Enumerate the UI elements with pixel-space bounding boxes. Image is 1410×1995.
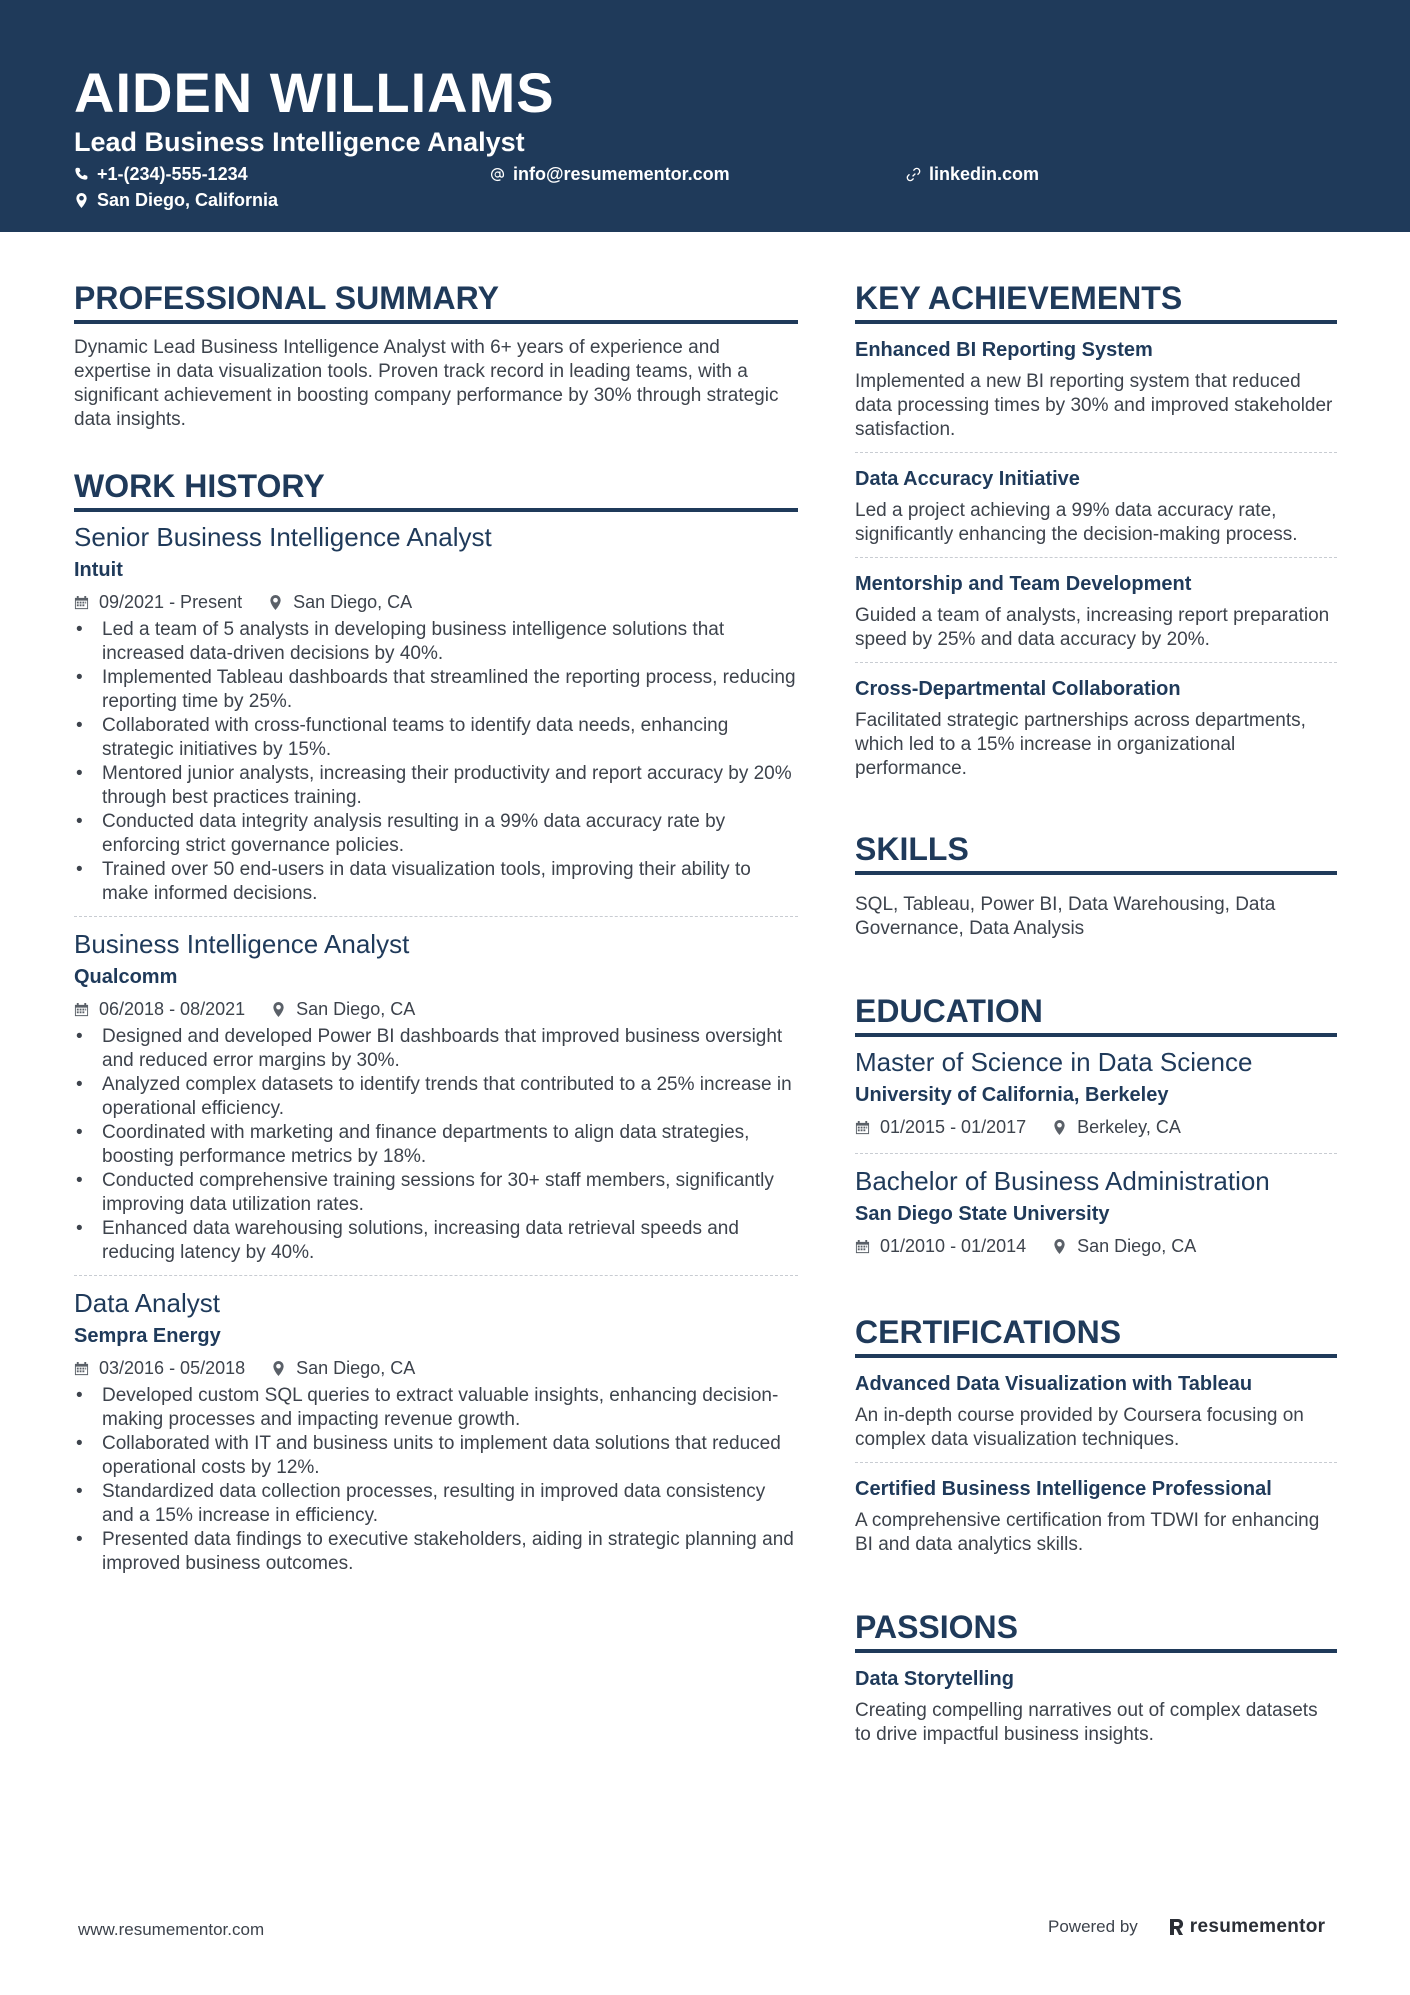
job-location: San Diego, CA [296, 1358, 416, 1378]
list-item: • Enhanced data warehousing solutions, increasing data retrieval speeds and reducing latency by 40%. [74, 1217, 798, 1265]
achievement-title: Cross-Departmental Collaboration [855, 678, 1181, 700]
link-icon [906, 167, 921, 182]
left-column [74, 278, 798, 1622]
passion-item [855, 1665, 1337, 1757]
job-entry [74, 927, 798, 1276]
passion-title: Data Storytelling [855, 1668, 1014, 1690]
passions-heading: PASSIONS [855, 1607, 1337, 1653]
summary-heading: PROFESSIONAL SUMMARY [74, 278, 798, 324]
degree-title: Bachelor of Business Administration [855, 1166, 1270, 1196]
list-item: • Mentored junior analysts, increasing their productivity and report accuracy by 20% through best practices training. [74, 762, 798, 810]
calendar-icon [74, 1002, 89, 1017]
brand-logo[interactable] [1168, 1916, 1326, 1938]
achievement-text: Led a project achieving a 99% data accuracy rate, significantly enhancing the decision-making process. [855, 500, 1298, 545]
job-bullets [74, 1384, 798, 1576]
list-item: • Presented data findings to executive stakeholders, aiding in strategic planning and improved business outcomes. [74, 1528, 798, 1576]
achievement-text: Facilitated strategic partnerships across departments, which led to a 15% increase in organizational performance. [855, 710, 1306, 779]
achievement-title: Data Accuracy Initiative [855, 468, 1080, 490]
achievement-title: Enhanced BI Reporting System [855, 339, 1153, 361]
achievement-item [855, 675, 1337, 791]
skills-section [855, 829, 1337, 941]
job-entry [74, 1286, 798, 1586]
at-icon [490, 167, 505, 182]
achievement-text: Implemented a new BI reporting system that reduced data processing times by 30% and improved stakeholder satisfaction. [855, 371, 1333, 440]
job-dates: 09/2021 - Present [99, 592, 243, 612]
certification-item [855, 1475, 1337, 1567]
job-dates: 06/2018 - 08/2021 [99, 999, 246, 1019]
job-title: Senior Business Intelligence Analyst [74, 522, 492, 552]
certification-title: Advanced Data Visualization with Tableau [855, 1373, 1253, 1395]
skills-heading: SKILLS [855, 829, 1337, 875]
education-section [855, 991, 1337, 1272]
job-meta [74, 997, 798, 1021]
calendar-icon [855, 1120, 870, 1135]
work-history-heading: WORK HISTORY [74, 466, 798, 512]
education-dates: 01/2015 - 01/2017 [880, 1117, 1027, 1137]
resume-header [0, 0, 1410, 232]
job-dates: 03/2016 - 05/2018 [99, 1358, 246, 1378]
list-item: • Implemented Tableau dashboards that streamlined the reporting process, reducing reporting time by 25%. [74, 666, 798, 714]
education-location: San Diego, CA [1077, 1236, 1197, 1256]
job-bullets [74, 618, 798, 906]
linkedin-text: linkedin.com [929, 164, 1040, 184]
passions-section [855, 1607, 1337, 1757]
list-item: • Standardized data collection processes, resulting in improved data consistency and a 15% increase in efficiency. [74, 1480, 798, 1528]
education-dates: 01/2010 - 01/2014 [880, 1236, 1027, 1256]
list-item: • Conducted data integrity analysis resulting in a 99% data accuracy rate by enforcing strict governance policies. [74, 810, 798, 858]
job-company: Intuit [74, 559, 123, 581]
certification-text: A comprehensive certification from TDWI for enhancing BI and data analytics skills. [855, 1510, 1320, 1555]
job-bullets [74, 1025, 798, 1265]
footer-powered-by [1048, 1916, 1325, 1938]
work-history-section [74, 466, 798, 1586]
calendar-icon [74, 1361, 89, 1376]
list-item: • Coordinated with marketing and finance departments to align data strategies, boosting performance metrics by 18%. [74, 1121, 798, 1169]
job-company: Qualcomm [74, 966, 178, 988]
passion-text: Creating compelling narratives out of complex datasets to drive impactful business insights. [855, 1700, 1318, 1745]
summary-section [74, 278, 798, 432]
list-item: • Analyzed complex datasets to identify trends that contributed to a 25% increase in operational efficiency. [74, 1073, 798, 1121]
school-name: San Diego State University [855, 1203, 1110, 1225]
location-pin-icon [268, 595, 283, 610]
contact-linkedin[interactable] [906, 162, 1039, 186]
phone-text: +1-(234)-555-1234 [97, 164, 248, 184]
education-item [855, 1045, 1337, 1154]
achievement-item [855, 465, 1337, 558]
achievement-item [855, 570, 1337, 663]
certifications-section [855, 1312, 1337, 1567]
location-pin-icon [271, 1361, 286, 1376]
location-pin-icon [1052, 1120, 1067, 1135]
job-meta [74, 590, 798, 614]
resumementor-logo-icon [1168, 1918, 1184, 1936]
achievements-heading: KEY ACHIEVEMENTS [855, 278, 1337, 324]
candidate-role: Lead Business Intelligence Analyst [74, 127, 525, 157]
contact-location [74, 188, 278, 212]
powered-by-label: Powered by [1048, 1917, 1138, 1936]
certification-item [855, 1370, 1337, 1463]
contact-phone [74, 162, 248, 186]
brand-name: resumementor [1189, 1916, 1326, 1937]
location-pin-icon [1052, 1239, 1067, 1254]
job-title: Business Intelligence Analyst [74, 929, 410, 959]
certifications-heading: CERTIFICATIONS [855, 1312, 1337, 1358]
location-pin-icon [74, 193, 89, 208]
education-meta [855, 1234, 1337, 1258]
job-location: San Diego, CA [293, 592, 413, 612]
footer-website[interactable]: www.resumementor.com [78, 1920, 265, 1939]
job-company: Sempra Energy [74, 1325, 221, 1347]
candidate-name: AIDEN WILLIAMS [74, 61, 555, 124]
job-location: San Diego, CA [296, 999, 416, 1019]
degree-title: Master of Science in Data Science [855, 1047, 1253, 1077]
list-item: • Trained over 50 end-users in data visualization tools, improving their ability to make informed decisions. [74, 858, 798, 906]
list-item: • Developed custom SQL queries to extract valuable insights, enhancing decision-making processes and impacting revenue growth. [74, 1384, 798, 1432]
school-name: University of California, Berkeley [855, 1084, 1169, 1106]
summary-text: Dynamic Lead Business Intelligence Analyst with 6+ years of experience and expertise in data visualization tools. Proven track record in leading teams, with a significant achievement in boosting company performance by 30% through strategic data insights. [74, 337, 779, 430]
email-text: info@resumementor.com [513, 164, 730, 184]
achievements-section [855, 278, 1337, 791]
location-pin-icon [271, 1002, 286, 1017]
list-item: • Conducted comprehensive training sessions for 30+ staff members, significantly improving data utilization rates. [74, 1169, 798, 1217]
job-entry [74, 520, 798, 917]
list-item: • Collaborated with cross-functional teams to identify data needs, enhancing strategic initiatives by 15%. [74, 714, 798, 762]
skills-text: SQL, Tableau, Power BI, Data Warehousing, Data Governance, Data Analysis [855, 894, 1276, 939]
list-item: • Collaborated with IT and business units to implement data solutions that reduced operational costs by 12%. [74, 1432, 798, 1480]
calendar-icon [74, 595, 89, 610]
certification-text: An in-depth course provided by Coursera focusing on complex data visualization techniques. [855, 1405, 1304, 1450]
education-item [855, 1164, 1337, 1272]
achievement-title: Mentorship and Team Development [855, 573, 1192, 595]
phone-icon [74, 167, 89, 182]
list-item: • Led a team of 5 analysts in developing business intelligence solutions that increased data-driven decisions by 40%. [74, 618, 798, 666]
achievement-text: Guided a team of analysts, increasing report preparation speed by 25% and data accuracy by 20%. [855, 605, 1330, 650]
list-item: • Designed and developed Power BI dashboards that improved business oversight and reduced error margins by 30%. [74, 1025, 798, 1073]
location-text: San Diego, California [97, 190, 279, 210]
certification-title: Certified Business Intelligence Professional [855, 1478, 1272, 1500]
achievement-item [855, 336, 1337, 453]
education-heading: EDUCATION [855, 991, 1337, 1037]
contact-email[interactable] [490, 162, 730, 186]
education-location: Berkeley, CA [1077, 1117, 1181, 1137]
education-meta [855, 1115, 1337, 1139]
right-column [855, 278, 1337, 1793]
job-title: Data Analyst [74, 1288, 220, 1318]
calendar-icon [855, 1239, 870, 1254]
job-meta [74, 1356, 798, 1380]
